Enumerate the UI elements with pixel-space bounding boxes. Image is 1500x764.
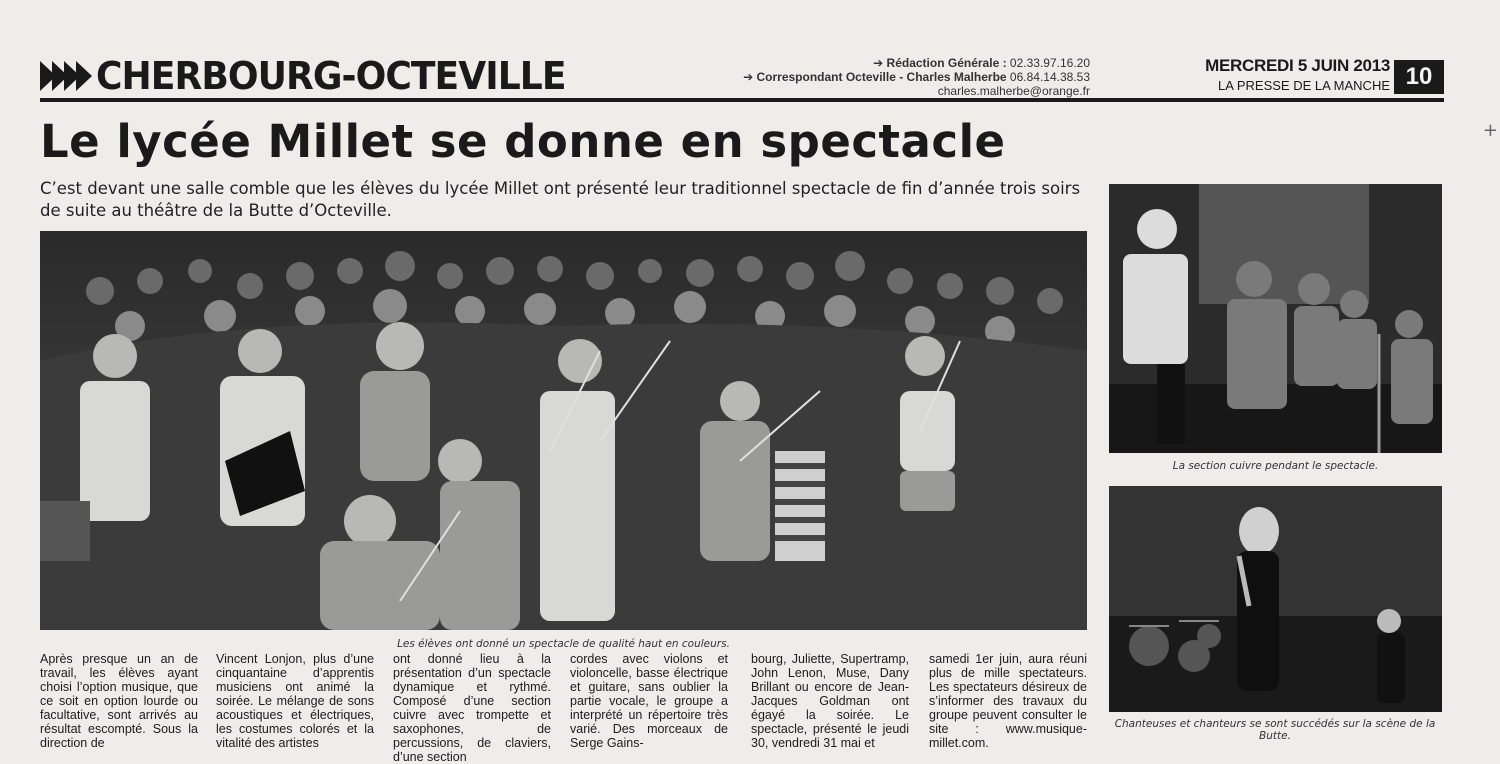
brass-photo-caption: La section cuivre pendant le spectacle. xyxy=(1172,460,1379,472)
issue-date: MERCREDI 5 JUIN 2013 xyxy=(1205,56,1390,75)
contact-line-redaction: ➔ Rédaction Générale : 02.33.97.16.20 xyxy=(873,56,1090,70)
main-photo xyxy=(40,231,1087,630)
body-column-2: Vincent Lonjon, plus d’une cinquantaine d’apprentis musiciens ont animé la soirée. Le mélange de sons acoustiques et électriques, les costumes colorés et la vitalité des artistes xyxy=(216,652,374,750)
main-photo-caption: Les élèves ont donné un spectacle de qualité haut en couleurs. xyxy=(397,638,730,650)
body-column-6: samedi 1er juin, aura réuni plus de mille spectateurs. Les spectateurs désireux de s’informer des travaux du groupe peuvent consulter le site : www.musique-millet.com. xyxy=(929,652,1087,750)
brass-photo-image xyxy=(1109,184,1442,453)
newspaper-name: LA PRESSE DE LA MANCHE xyxy=(1218,78,1390,93)
body-column-4: cordes avec violons et violoncelle, basse électrique et guitare, sans oublier la partie vocale, le groupe a interprété un répertoire très varié. Des morceaux de Serge Gains- xyxy=(570,652,728,750)
chevron-arrows-icon xyxy=(40,61,88,91)
contact-line-correspondant: ➔ Correspondant Octeville - Charles Malherbe 06.84.14.38.53 xyxy=(743,70,1090,84)
main-photo-image xyxy=(40,231,1087,630)
singers-photo-caption: Chanteuses et chanteurs se sont succédés sur la scène de la Butte. xyxy=(1114,718,1436,742)
section-header xyxy=(40,50,590,102)
singers-photo-image xyxy=(1109,486,1442,712)
page-number: 10 xyxy=(1394,60,1444,94)
contact-block xyxy=(700,56,1090,98)
header-rule xyxy=(40,98,1444,102)
arrow-icon: ➔ xyxy=(873,56,887,70)
dateline xyxy=(1170,56,1390,93)
section-title: CHERBOURG-OCTEVILLE xyxy=(96,54,566,98)
contact-email: charles.malherbe@orange.fr xyxy=(937,84,1090,98)
body-column-1: Après presque un an de travail, les élèves ayant choisi l’option musique, que ce soit en option lourde ou facultative, sont arrivés au résultat escompté. Sous la direction de xyxy=(40,652,198,750)
crop-mark-icon: + xyxy=(1482,120,1498,141)
body-column-3: ont donné lieu à la présentation d’un spectacle dynamique et rythmé. Composé d’une section cuivre avec trompette et saxophones, de percussions, de claviers, d’une section xyxy=(393,652,551,764)
headline: Le lycée Millet se donne en spectacle xyxy=(40,115,1006,168)
singers-photo xyxy=(1109,486,1442,712)
brass-photo xyxy=(1109,184,1442,453)
deck-paragraph: C’est devant une salle comble que les élèves du lycée Millet ont présenté leur traditionnel spectacle de fin d’année trois soirs de suite au théâtre de la Butte d’Octeville. xyxy=(40,179,1081,220)
body-column-5: bourg, Juliette, Supertramp, John Lenon, Muse, Dany Brillant ou encore de Jean-Jacques Goldman ont égayé la soirée. Le spectacle, présenté le jeudi 30, vendredi 31 mai et xyxy=(751,652,909,750)
arrow-icon: ➔ xyxy=(743,70,757,84)
